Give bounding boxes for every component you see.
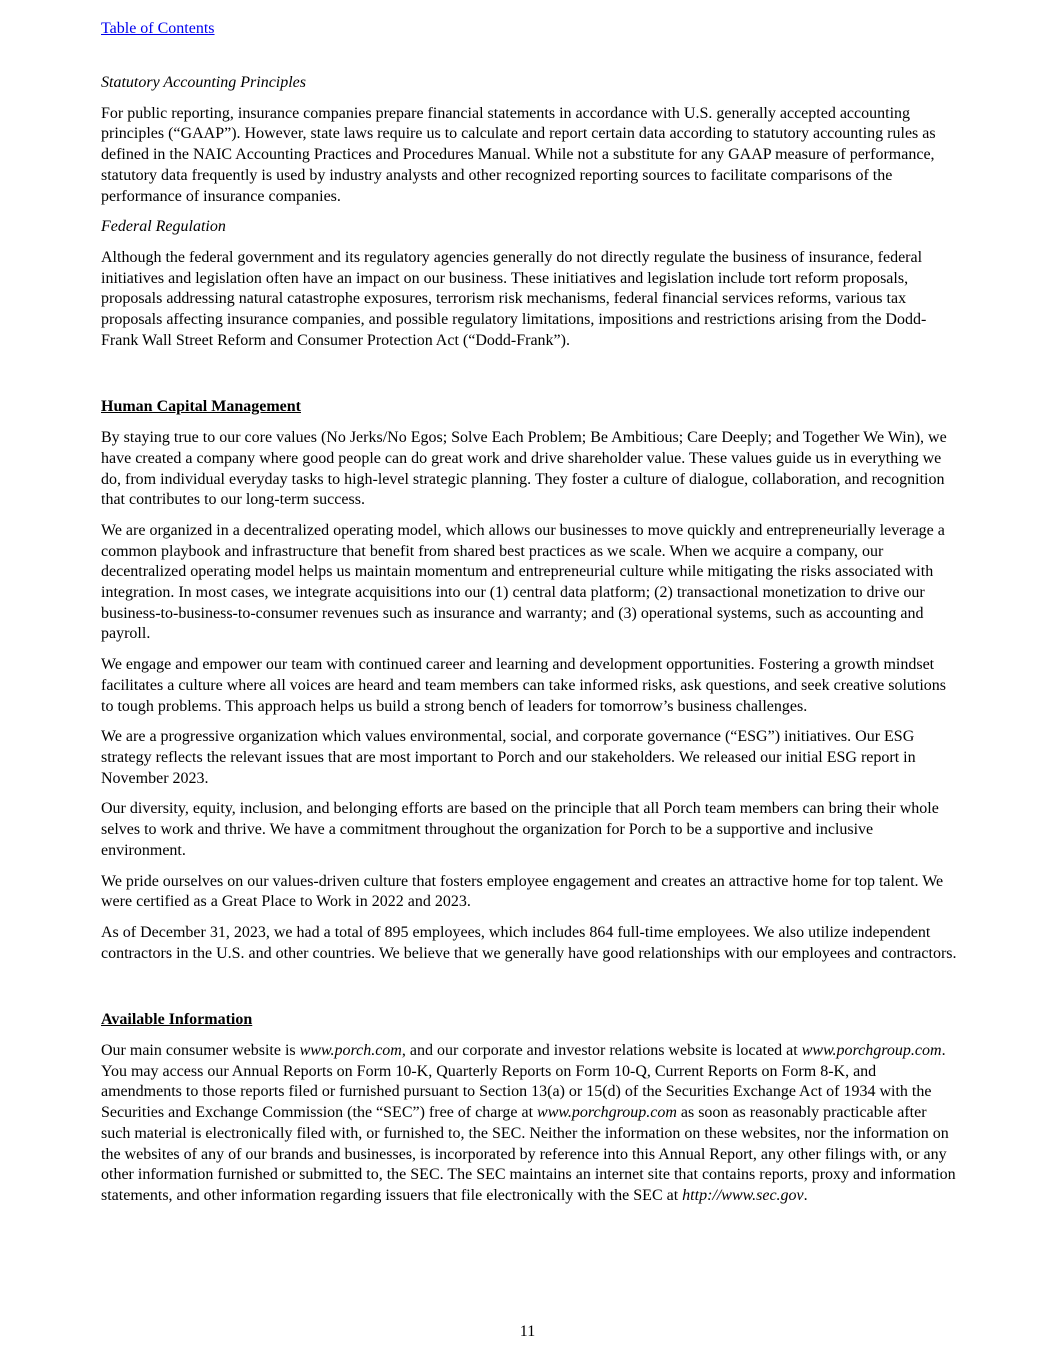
- federal-paragraph: Although the federal government and its regulatory agencies generally do not directly regulate the business of insurance, federal initiatives and legislation often have an impact on our business. These initiatives and legislation include tort reform proposals, proposals addressing natural catastrophe exposures, terrorism risk mechanisms, federal financial services reforms, various tax proposals affecting insurance companies, and possible regulatory limitations, impositions and restrictions arising from the Dodd-Frank Wall Street Reform and Consumer Protection Act (“Dodd-Frank”).: [101, 248, 927, 349]
- hc-paragraph-employees: As of December 31, 2023, we had a total of 895 employees, which includes 864 full-time employees. We also utilize independent contractors in the U.S. and other countries. We believe that we generally have good relationships with our employees and contractors.: [101, 923, 957, 962]
- federal-subheading: Federal Regulation: [101, 218, 226, 236]
- statutory-paragraph: For public reporting, insurance companies prepare financial statements in accordance with U.S. generally accepted accounting principles (“GAAP”). However, state laws require us to calculate and report certain data according to statutory accounting rules as defined in the NAIC Accounting Practices and Procedures Manual. While not a substitute for any GAAP measure of performance, statutory data frequently is used by industry analysts and other recognized reporting sources to facilitate comparisons of the performance of insurance companies.: [101, 104, 936, 205]
- ai-text-4: as soon as reasonably practicable after such material is electronically filed with, or furnished to, the SEC. Neither the information on these websites, nor the information on the websites of any of our brands and businesses, is incorporated by reference into this Annual Report, any other filings with, or any other information furnished or submitted to, the SEC. The SEC maintains an internet site that contains reports, proxy and information statements, and other information regarding issuers that file electronically with the SEC at: [101, 1104, 956, 1204]
- section-spacer: [101, 361, 957, 397]
- page-content: [101, 73, 957, 1217]
- available-information-heading: Available Information: [101, 1011, 253, 1029]
- ai-text-2: , and our corporate and investor relations website is located at: [401, 1042, 802, 1060]
- porch-website-url: www.porch.com: [299, 1042, 402, 1060]
- porchgroup-website-url-2: www.porchgroup.com: [537, 1104, 677, 1122]
- ai-text-5: .: [803, 1186, 808, 1204]
- porchgroup-website-url: www.porchgroup.com: [801, 1042, 942, 1060]
- hc-paragraph-esg: We are a progressive organization which values environmental, social, and corporate governance (“ESG”) initiatives. Our ESG strategy reflects the relevant issues that are most important to Porch and our stakeholders. We released our initial ESG report in November 2023.: [101, 728, 916, 787]
- available-information-paragraph: [101, 1041, 957, 1207]
- statutory-subheading: Statutory Accounting Principles: [101, 74, 307, 91]
- ai-text-1: Our main consumer website is: [101, 1042, 300, 1060]
- section-spacer: [101, 974, 957, 1010]
- hc-paragraph-diversity: Our diversity, equity, inclusion, and belonging efforts are based on the principle that all Porch team members can bring their whole selves to work and thrive. We have a commitment throughout the organization for Porch to be a supportive and inclusive environment.: [101, 800, 939, 859]
- ai-text-3: . You may access our Annual Reports on Form 10-K, Quarterly Reports on Form 10-Q, Current Reports on Form 8-K, and amendments to those reports filed or furnished pursuant to Section 13(a) or 15(d) of the Securities Exchange Act of 1934 with the Securities and Exchange Commission (the “SEC”) free of charge at: [101, 1042, 946, 1122]
- hc-paragraph-development: We engage and empower our team with continued career and learning and development opportunities. Fostering a growth mindset facilitates a culture where all voices are heard and team members can take informed risks, ask questions, and seek creative solutions to tough problems. This approach helps us build a strong bench of leaders for tomorrow’s business challenges.: [101, 656, 947, 715]
- hc-paragraph-operating-model: We are organized in a decentralized operating model, which allows our businesses to move quickly and entrepreneurially leverage a common playbook and infrastructure that benefit from shared best practices as we scale. When we acquire a company, our decentralized operating model helps us maintain momentum and entrepreneurial culture while mitigating the risks associated with integration. In most cases, we integrate acquisitions into our (1) central data platform; (2) transactional monetization to drive our business-to-business-to-consumer revenues such as insurance and warranty; and (3) operational systems, such as accounting and payroll.: [101, 521, 945, 643]
- hc-paragraph-values: By staying true to our core values (No Jerks/No Egos; Solve Each Problem; Be Ambitious; Care Deeply; and Together We Win), we have created a company where good people can do great work and drive shareholder value. These values guide us in everything we do, from individual everyday tasks to high-level strategic planning. They foster a culture of dialogue, collaboration, and recognition that contributes to our long-term success.: [101, 429, 947, 509]
- hc-paragraph-culture: We pride ourselves on our values-driven culture that fosters employee engagement and creates an attractive home for top talent. We were certified as a Great Place to Work in 2022 and 2023.: [101, 872, 944, 911]
- sec-website-url: http://www.sec.gov: [682, 1186, 804, 1204]
- table-of-contents-link[interactable]: Table of Contents: [101, 20, 215, 37]
- page-number: 11: [519, 1323, 536, 1340]
- human-capital-heading: Human Capital Management: [101, 398, 301, 416]
